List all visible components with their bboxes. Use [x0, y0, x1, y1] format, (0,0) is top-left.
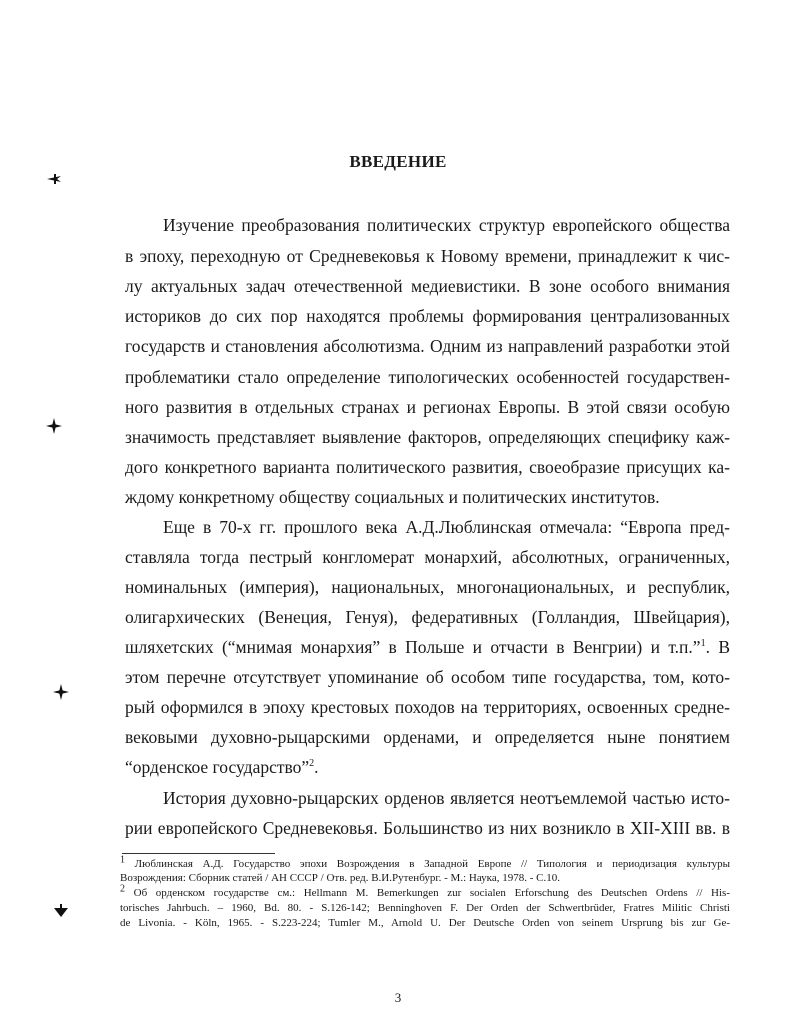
text-line: [125, 637, 730, 657]
footnote-separator: [122, 853, 275, 854]
text-segment: . В: [705, 637, 730, 657]
text-line: История духовно-рыцарских орденов является неотъемлемой частью исто-: [163, 788, 730, 808]
footnote-2-cont: de Livonia. - Köln, 1965. - S.223-224; Tumler M., Arnold U. Der Deutsche Orden von seinem Ursprung bis zur Ge-: [120, 917, 730, 929]
text-line: дого конкретного варианта политического развития, своеобразие присущих ка-: [125, 457, 730, 477]
text-segment: .: [314, 757, 319, 777]
footnote-1: [120, 854, 730, 871]
text-line: лу актуальных задач отечественной медиевистики. В зоне особого внимания: [125, 276, 730, 296]
footnote-1-cont: Возрождения: Сборник статей / АН СССР / Отв. ред. В.И.Рутенбург. - М.: Наука, 1978. - С.10.: [120, 872, 560, 884]
text-line: ставляла тогда пестрый конгломерат монархий, абсолютных, ограниченных,: [125, 547, 730, 567]
text-line: историков до сих пор находятся проблемы формирования централизованных: [125, 306, 730, 326]
footnote-ref[interactable]: 2: [309, 758, 315, 770]
text-line: [125, 757, 730, 777]
scan-mark-icon: [52, 902, 70, 920]
text-line: значимость представляет выявление факторов, определяющих специфику каж-: [125, 427, 730, 447]
text-line: номинальных (империя), национальных, многонациональных, и республик,: [125, 577, 730, 597]
page-number: 3: [394, 990, 402, 1005]
text-line: ного развития в отдельных странах и регионах Европы. В этой связи особую: [125, 397, 730, 417]
text-segment: шляхетских (“мнимая монархия” в Польше и отчасти в Венгрии) и т.п.”: [125, 637, 701, 657]
scan-mark-icon: [52, 683, 70, 701]
page-title: ВВЕДЕНИЕ: [349, 152, 447, 171]
footnote-text: Об орденском государстве см.: Hellmann M. Bemerkungen zur socialen Erforschung des Deutschen Ordens // His-: [133, 887, 731, 899]
text-line: рый оформился в эпоху крестовых походов на территориях, освоенных средне-: [125, 697, 730, 717]
footnote-text: Люблинская А.Д. Государство эпохи Возрождения в Западной Европе // Типология и периодизация культуры: [134, 858, 730, 870]
text-line: олигархических (Венеция, Генуя), федеративных (Голландия, Швейцария),: [125, 607, 730, 627]
text-line: вековыми духовно-рыцарскими орденами, и определяется ныне понятием: [125, 727, 730, 747]
footnote-2: [120, 883, 731, 900]
text-line: проблематики стало определение типологических особенностей государствен-: [125, 367, 730, 387]
footnote-number: 2: [120, 883, 125, 895]
text-line: Еще в 70-х гг. прошлого века А.Д.Люблинская отмечала: “Европа пред-: [163, 517, 730, 537]
scan-mark-icon: [45, 170, 63, 188]
text-line: Изучение преобразования политических структур европейского общества: [163, 215, 730, 235]
footnote-number: 1: [120, 854, 125, 866]
footnote-2-cont: torisches Jahrbuch. – 1960, Bd. 80. - S.126-142; Benninghoven F. Der Orden der Schwertbrüder, Fratres Militic Christi: [120, 902, 730, 914]
text-line: государств и становления абсолютизма. Одним из направлений разработки этой: [125, 336, 730, 356]
footnote-ref[interactable]: 1: [700, 638, 706, 650]
text-line: ждому конкретному обществу социальных и политических институтов.: [125, 487, 660, 507]
text-line: в эпоху, переходную от Средневековья к Новому времени, принадлежит к чис-: [125, 246, 730, 266]
text-line: этом перечне отсутствует упоминание об особом типе государства, том, кото-: [125, 667, 730, 687]
scan-mark-icon: [45, 417, 63, 435]
text-line: рии европейского Средневековья. Большинство из них возникло в XII-XIII вв. в: [125, 818, 730, 838]
text-segment: “орденское государство”: [125, 757, 310, 777]
